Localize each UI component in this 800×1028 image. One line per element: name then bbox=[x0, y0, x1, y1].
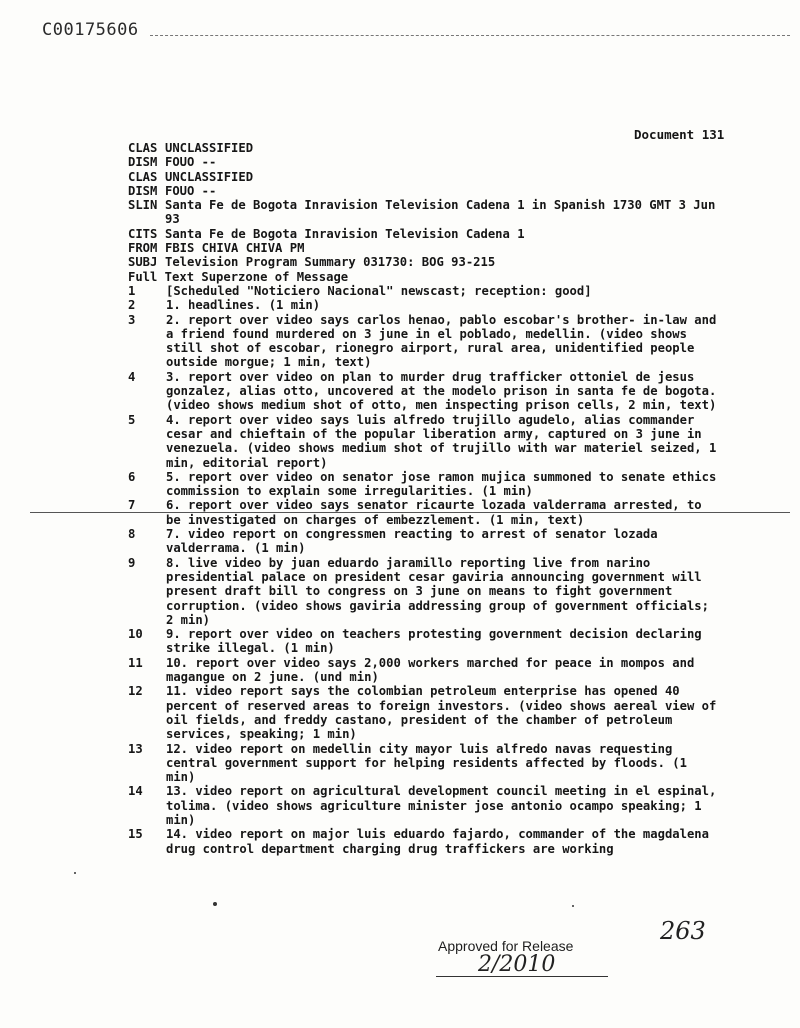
header-row bbox=[128, 141, 728, 155]
list-item bbox=[128, 313, 718, 370]
item-number: 12 bbox=[128, 684, 143, 699]
item-text: 6. report over video says senator ricaurte lozada valderrama arrested, to be investigated on charges of embezzlement. (1 min, text) bbox=[166, 498, 702, 527]
header-key: CLAS bbox=[128, 141, 158, 155]
header-value: Santa Fe de Bogota Inravision Television Cadena 1 in Spanish 1730 GMT 3 Jun 93 bbox=[165, 198, 716, 227]
scan-speck bbox=[74, 872, 76, 874]
release-signature-line bbox=[436, 976, 608, 977]
list-item bbox=[128, 656, 718, 685]
item-number: 2 bbox=[128, 298, 136, 313]
item-number: 1 bbox=[128, 284, 136, 298]
item-number: 4 bbox=[128, 369, 136, 384]
scan-speck bbox=[213, 902, 217, 906]
header-row bbox=[128, 184, 728, 198]
item-text: 1. headlines. (1 min) bbox=[166, 298, 321, 313]
header-value: FBIS CHIVA CHIVA PM bbox=[165, 241, 305, 256]
item-number: 3 bbox=[128, 312, 136, 327]
header-value: FOUO -- bbox=[165, 183, 217, 198]
item-number: 8 bbox=[128, 527, 136, 542]
list-item bbox=[128, 684, 718, 741]
item-number: 9 bbox=[128, 555, 136, 570]
header-key: SLIN bbox=[128, 198, 158, 213]
header-value: UNCLASSIFIED bbox=[165, 169, 254, 184]
header-value: FOUO -- bbox=[165, 155, 217, 170]
header-key: DISM bbox=[128, 155, 158, 170]
header-value: UNCLASSIFIED bbox=[165, 141, 254, 155]
item-text: 10. report over video says 2,000 workers marched for peace in mompos and magangue on 2 june. (und min) bbox=[166, 655, 695, 685]
item-number: 15 bbox=[128, 827, 143, 842]
item-text: 2. report over video says carlos henao, pablo escobar's brother- in-law and a friend found murdered on 3 june in el poblado, medellin. (video shows still shot of escobar, rionegro airport, rural area, unidentified people outside morgue; 1 min, text) bbox=[166, 312, 717, 370]
scan-speck bbox=[572, 905, 574, 907]
header-key: FROM bbox=[128, 241, 158, 256]
list-item bbox=[128, 627, 718, 656]
header-row bbox=[128, 155, 728, 169]
program-summary-list bbox=[128, 284, 718, 856]
list-item bbox=[128, 527, 718, 556]
list-item bbox=[128, 784, 718, 827]
item-number: 14 bbox=[128, 784, 143, 799]
item-text: 9. report over video on teachers protesting government decision declaring strike illegal. (1 min) bbox=[166, 627, 702, 656]
item-text: 3. report over video on plan to murder drug trafficker ottoniel de jesus gonzalez, alias otto, uncovered at the modelo prison in santa fe de bogota. (video shows medium shot of otto, men inspecting prison cells, 2 min, text) bbox=[166, 369, 717, 413]
header-key: CLAS bbox=[128, 169, 158, 184]
header-value: Television Program Summary 031730: BOG 93-215 bbox=[165, 255, 496, 270]
item-text: 12. video report on medellin city mayor luis alfredo navas requesting central government support for helping residents affected by floods. (1 min) bbox=[166, 741, 687, 785]
item-text: 13. video report on agricultural development council meeting in el espinal, tolima. (video shows agriculture minister jose antonio ocampo speaking; 1 min) bbox=[166, 784, 717, 827]
list-item bbox=[128, 827, 718, 856]
header-key: SUBJ bbox=[128, 255, 158, 270]
header-key: CITS bbox=[128, 226, 158, 241]
document-control-number: C00175606 bbox=[42, 20, 139, 40]
item-text: [Scheduled "Noticiero Nacional" newscast; reception: good] bbox=[166, 284, 592, 298]
header-rule bbox=[150, 35, 790, 36]
item-number: 5 bbox=[128, 412, 136, 427]
list-item bbox=[128, 470, 718, 499]
item-number: 6 bbox=[128, 469, 136, 484]
handwritten-page-number: 263 bbox=[660, 917, 706, 945]
full-text-label: Full Text Superzone of Message bbox=[128, 269, 349, 284]
header-row bbox=[128, 170, 728, 184]
item-text: 11. video report says the colombian petroleum enterprise has opened 40 percent of reserved areas to foreign investors. (video shows aereal view of oil fields, and freddy castano, president of the chamber of petroleum services, speaking; 1 min) bbox=[166, 684, 717, 742]
document-number: Document 131 bbox=[634, 127, 725, 142]
list-item bbox=[128, 556, 718, 627]
scan-fold-line bbox=[30, 512, 790, 513]
message-header bbox=[128, 141, 728, 284]
item-text: 7. video report on congressmen reacting to arrest of senator lozada valderrama. (1 min) bbox=[166, 527, 658, 556]
header-value: Santa Fe de Bogota Inravision Television Cadena 1 bbox=[165, 226, 525, 241]
item-number: 11 bbox=[128, 655, 143, 670]
item-text: 14. video report on major luis eduardo fajardo, commander of the magdalena drug control department charging drug traffickers are working bbox=[166, 827, 709, 856]
list-item bbox=[128, 298, 718, 312]
release-stamp-label: Approved for Release bbox=[438, 938, 574, 954]
list-item bbox=[128, 370, 718, 413]
header-row bbox=[128, 227, 728, 241]
item-number: 13 bbox=[128, 741, 143, 756]
header-row bbox=[128, 241, 728, 255]
list-item bbox=[128, 742, 718, 785]
header-row bbox=[128, 255, 728, 269]
list-item bbox=[128, 284, 718, 298]
item-number: 10 bbox=[128, 627, 143, 642]
item-number: 7 bbox=[128, 498, 136, 513]
item-text: 5. report over video on senator jose ramon mujica summoned to senate ethics commission to explain some irregularities. (1 min) bbox=[166, 469, 717, 499]
header-key: DISM bbox=[128, 183, 158, 198]
item-text: 4. report over video says luis alfredo trujillo agudelo, alias commander cesar and chieftain of the popular liberation army, captured on 3 june in venezuela. (video shows medium shot of trujillo with war materiel seized, 1 min, editorial report) bbox=[166, 412, 717, 470]
header-row bbox=[128, 198, 728, 227]
release-stamp-date: 2/2010 bbox=[478, 952, 556, 977]
item-text: 8. live video by juan eduardo jaramillo reporting live from narino presidential palace on president cesar gaviria announcing government will present draft bill to congress on 3 june on means to fight government corruption. (video shows gaviria addressing group of government officials; 2 min) bbox=[166, 555, 709, 627]
list-item bbox=[128, 413, 718, 470]
